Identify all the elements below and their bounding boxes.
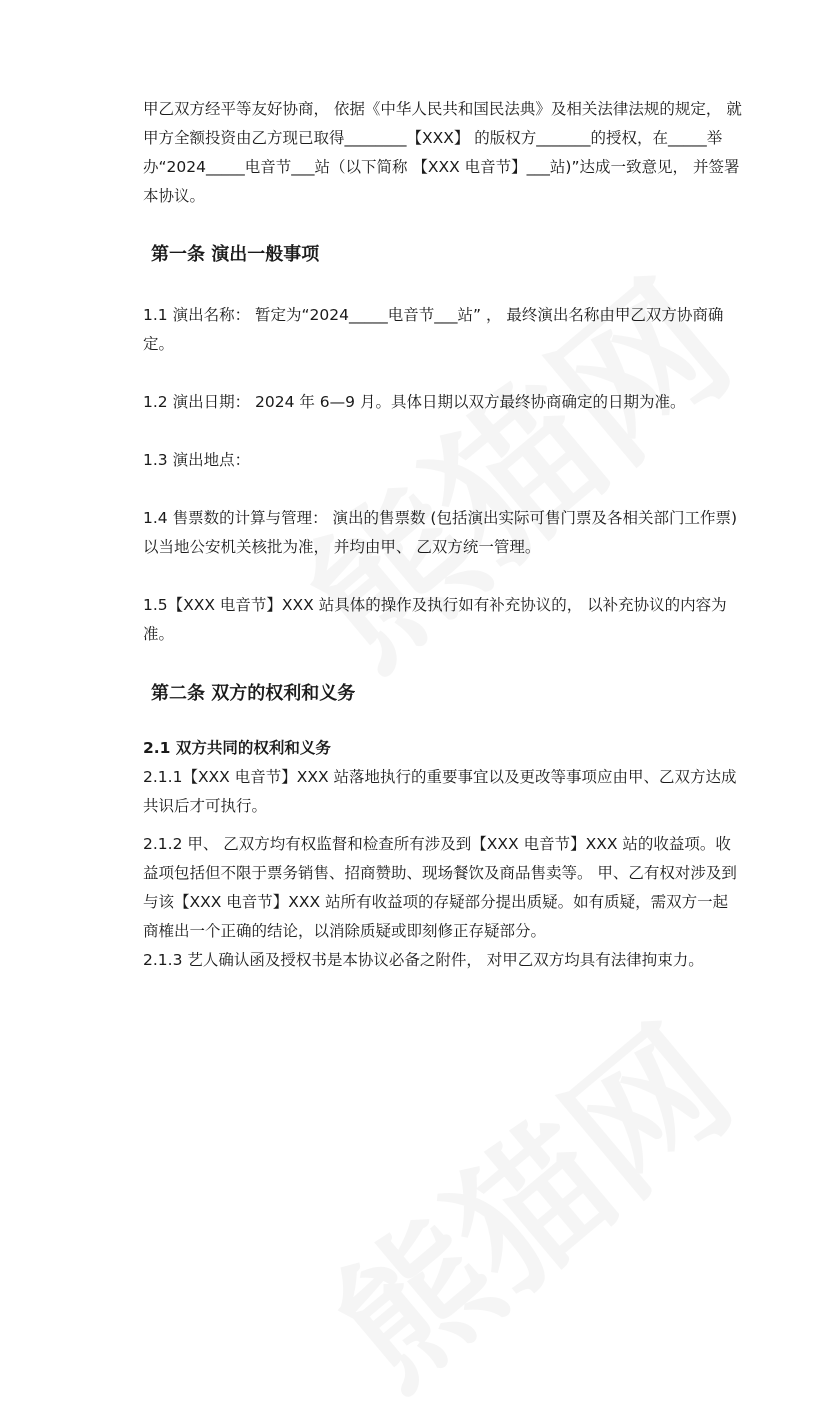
clause-2-1-2: 2.1.2 甲、 乙双方均有权监督和检查所有涉及到【XXX 电音节】XXX 站的收益项。收益项包括但不限于票务销售、招商赞助、现场餐饮及商品售卖等。 甲、乙有权对涉及到与该【XXX 电音节】XXX 站所有收益项的存疑部分提出质疑。如有质疑，需双方一起商榷出一个正确的结论，以消除质疑或即刻修正存疑部分。 — [143, 835, 737, 940]
clause-1-2: 1.2 演出日期： 2024 年 6—9 月。具体日期以双方最终协商确定的日期为准。 — [143, 393, 686, 411]
document-body — [143, 95, 743, 975]
watermark — [283, 971, 767, 1425]
subsection-2-1-heading: 2.1 双方共同的权利和义务 — [143, 739, 331, 757]
clause-1-5: 1.5【XXX 电音节】XXX 站具体的操作及执行如有补充协议的， 以补充协议的内容为准。 — [143, 596, 727, 643]
clause-1-4: 1.4 售票数的计算与管理： 演出的售票数 (包括演出实际可售门票及各相关部门工作票) 以当地公安机关核批为准， 并均由甲、 乙双方统一管理。 — [143, 509, 738, 556]
section-2-title: 第二条 双方的权利和义务 — [151, 683, 356, 704]
clause-1-3: 1.3 演出地点： — [143, 451, 251, 469]
clause-2-1-3: 2.1.3 艺人确认函及授权书是本协议必备之附件， 对甲乙双方均具有法律拘束力。 — [143, 951, 704, 969]
intro-paragraph: 甲乙双方经平等友好协商， 依据《中华人民共和国民法典》及相关法律法规的规定， 就甲方全额投资由乙方现已取得________【XXX】 的版权方_______的授权，在_____举办“2024_____电音节___站（以下简称 【XXX 电音节】___站)”达成一致意见， 并签署本协议。 — [143, 100, 742, 205]
section-1-title: 第一条 演出一般事项 — [151, 244, 320, 265]
clause-1-1: 1.1 演出名称： 暂定为“2024_____电音节___站” ， 最终演出名称由甲乙双方协商确定。 — [143, 306, 724, 353]
clause-2-1-1: 2.1.1【XXX 电音节】XXX 站落地执行的重要事宜以及更改等事项应由甲、乙双方达成共识后才可执行。 — [143, 768, 737, 815]
